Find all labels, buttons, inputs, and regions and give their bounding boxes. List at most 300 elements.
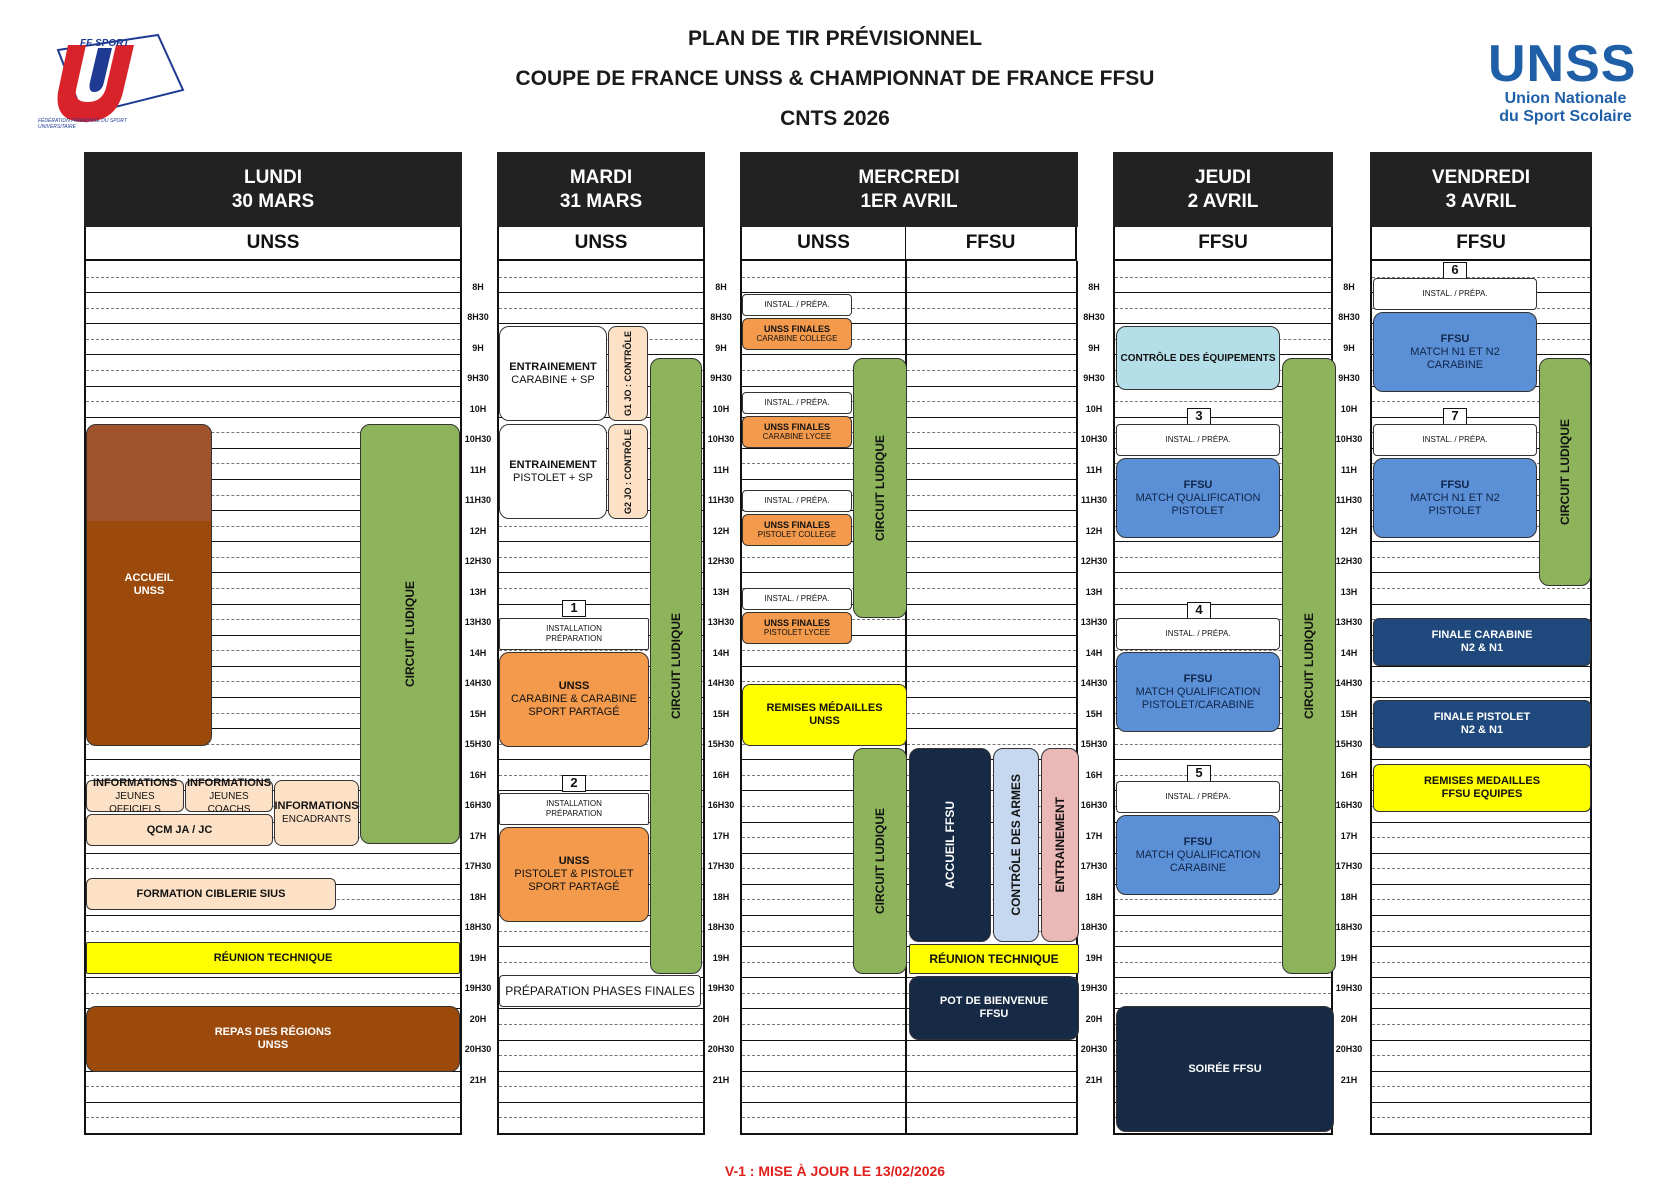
time-label: 15H bbox=[1085, 708, 1103, 719]
grid-line bbox=[907, 277, 1076, 278]
time-label: 11H bbox=[712, 464, 729, 475]
time-label: 9H30 bbox=[467, 373, 489, 384]
day-header-mercredi bbox=[740, 152, 1078, 227]
time-label: 18H30 bbox=[1080, 922, 1108, 933]
label: RÉUNION TECHNIQUE bbox=[929, 951, 1059, 966]
label: FFSU bbox=[1440, 332, 1470, 345]
instal-prepa-mer-1 bbox=[742, 294, 852, 316]
day-name: MARDI bbox=[569, 166, 633, 188]
grid-line bbox=[1372, 681, 1590, 682]
time-label: 15H30 bbox=[1080, 739, 1108, 750]
label: REMISES MÉDAILLES bbox=[766, 702, 883, 714]
g2-controle bbox=[608, 424, 648, 519]
grid-line bbox=[742, 1133, 905, 1134]
time-label: 18H bbox=[1085, 891, 1103, 902]
grid-line bbox=[1372, 962, 1590, 963]
label: CIRCUIT LUDIQUE bbox=[872, 808, 887, 914]
grid-line bbox=[499, 1024, 703, 1025]
grid-line bbox=[1372, 588, 1590, 589]
time-label: 13H bbox=[469, 586, 487, 597]
finale-pistolet bbox=[1373, 700, 1591, 748]
instal-prepa-jeu-1 bbox=[1116, 424, 1280, 456]
grid-line bbox=[499, 1117, 703, 1118]
grid-line bbox=[1372, 884, 1590, 885]
label: INSTAL. / PRÉPA. bbox=[1422, 289, 1488, 298]
grid-line bbox=[499, 277, 703, 278]
time-label: 16H30 bbox=[1335, 800, 1363, 811]
time-label: 13H30 bbox=[707, 617, 735, 628]
label: INSTAL. / PRÉPA. bbox=[764, 398, 830, 407]
grid-line bbox=[742, 993, 905, 994]
time-label: 16H30 bbox=[707, 800, 735, 811]
time-label: 21H bbox=[469, 1074, 487, 1085]
label: PRÉPARATION bbox=[545, 809, 603, 818]
grid-line bbox=[907, 432, 1076, 433]
label: MATCH N1 ET N2 bbox=[1410, 345, 1500, 358]
circuit-ludique-label: CIRCUIT LUDIQUE bbox=[402, 581, 417, 687]
day-name: MERCREDI bbox=[858, 166, 960, 188]
grid-line bbox=[907, 323, 1076, 324]
time-label: 12H30 bbox=[1335, 556, 1363, 567]
label: INSTAL. / PRÉPA. bbox=[764, 300, 830, 309]
unss-carabine bbox=[499, 652, 649, 747]
label: FFSU bbox=[1183, 672, 1213, 685]
grid-line bbox=[86, 1086, 460, 1087]
grid-line bbox=[86, 354, 460, 355]
time-label: 19H30 bbox=[1335, 983, 1363, 994]
grid-line bbox=[499, 1086, 703, 1087]
time-label: 12H bbox=[1340, 525, 1358, 536]
page-subtitle: COUPE DE FRANCE UNSS & CHAMPIONNAT DE FRANCE FFSU bbox=[515, 67, 1155, 90]
time-label: 19H bbox=[1085, 952, 1103, 963]
grid-line bbox=[499, 1071, 703, 1072]
time-label: 8H30 bbox=[710, 312, 732, 323]
label: MATCH N1 ET N2 bbox=[1410, 491, 1500, 504]
time-label: 17H bbox=[1340, 830, 1358, 841]
label: CONTRÔLE DES ÉQUIPEMENTS bbox=[1120, 352, 1276, 364]
grid-line bbox=[499, 292, 703, 293]
time-label: 12H bbox=[1085, 525, 1103, 536]
info-jeunes-officiels bbox=[86, 776, 184, 815]
grid-line bbox=[1372, 1071, 1590, 1072]
grid-line bbox=[86, 386, 460, 387]
grid-line bbox=[907, 541, 1076, 542]
grid-line bbox=[742, 1102, 905, 1103]
grid-line bbox=[86, 993, 460, 994]
grid-line bbox=[86, 931, 460, 932]
time-label: 9H30 bbox=[1083, 373, 1105, 384]
time-label: 15H bbox=[1340, 708, 1358, 719]
grid-line bbox=[1372, 946, 1590, 947]
time-label: 20H bbox=[1085, 1013, 1103, 1024]
time-label: 13H30 bbox=[1335, 617, 1363, 628]
grid-line bbox=[742, 1071, 905, 1072]
time-label: 16H bbox=[1085, 769, 1103, 780]
time-label: 8H bbox=[715, 282, 727, 292]
label: JEUNES OFFICIELS bbox=[109, 790, 161, 815]
label: FFSU EQUIPES bbox=[1441, 788, 1523, 800]
grid-line bbox=[86, 417, 460, 418]
accueil-ffsu bbox=[909, 748, 991, 942]
grid-line bbox=[742, 1024, 905, 1025]
time-label: 14H bbox=[1340, 647, 1358, 658]
day-name: JEUDI bbox=[1195, 166, 1251, 188]
version-footer: V-1 : MISE À JOUR LE 13/02/2026 bbox=[724, 1163, 946, 1179]
label: G1 JO : CONTRÔLE bbox=[623, 330, 633, 416]
grid-line bbox=[1372, 1102, 1590, 1103]
time-label: 18H30 bbox=[707, 922, 735, 933]
label: INFORMATIONS bbox=[274, 800, 359, 812]
grid-line bbox=[86, 1133, 460, 1134]
time-label: 11H bbox=[1340, 464, 1357, 475]
label: CARABINE bbox=[1169, 861, 1227, 874]
time-label: 12H30 bbox=[707, 556, 735, 567]
time-label: 16H bbox=[469, 769, 487, 780]
match-n1-n2-carabine bbox=[1373, 312, 1537, 392]
grid-line bbox=[742, 666, 905, 667]
match-qualification-pistolet bbox=[1116, 458, 1280, 538]
label: PISTOLET & PISTOLET SPORT PARTAGÉ bbox=[514, 868, 634, 893]
entrainement-pistolet bbox=[499, 424, 607, 519]
day-date: 1ER AVRIL bbox=[860, 190, 958, 212]
day-header-mardi bbox=[497, 152, 705, 227]
grid-line bbox=[907, 635, 1076, 636]
time-label: 11H bbox=[1085, 464, 1102, 475]
reunion-technique-mercredi bbox=[909, 944, 1079, 974]
label: MATCH QUALIFICATION bbox=[1135, 491, 1261, 504]
grid-line bbox=[742, 650, 905, 651]
label: INFORMATIONS bbox=[186, 776, 272, 789]
time-label: 14H30 bbox=[1080, 678, 1108, 689]
org-lundi: UNSS bbox=[84, 227, 462, 261]
org-jeudi: FFSU bbox=[1113, 227, 1333, 261]
org-vendredi: FFSU bbox=[1370, 227, 1592, 261]
time-label: 13H bbox=[1085, 586, 1103, 597]
grid-line bbox=[907, 697, 1076, 698]
grid-line bbox=[1115, 277, 1331, 278]
time-label: 20H bbox=[1340, 1013, 1358, 1024]
label: UNSS FINALES bbox=[763, 422, 830, 432]
grid-line bbox=[499, 1040, 703, 1041]
time-label: 14H bbox=[1085, 647, 1103, 658]
grid-line bbox=[907, 572, 1076, 573]
time-label: 21H bbox=[1340, 1074, 1358, 1085]
grid-line bbox=[1372, 915, 1590, 916]
g1-controle bbox=[608, 326, 648, 421]
finales-carabine-lycee bbox=[742, 416, 852, 448]
grid-line bbox=[1115, 1133, 1331, 1134]
time-label: 11H30 bbox=[707, 495, 735, 506]
grid-line bbox=[907, 417, 1076, 418]
day-date: 2 AVRIL bbox=[1187, 190, 1259, 212]
relay-number-5: 5 bbox=[1187, 765, 1211, 782]
label: RÉUNION TECHNIQUE bbox=[213, 951, 333, 964]
grid-line bbox=[86, 1117, 460, 1118]
label: INSTAL. / PRÉPA. bbox=[1165, 435, 1231, 444]
time-label: 17H30 bbox=[1335, 861, 1363, 872]
time-label: 15H30 bbox=[1335, 739, 1363, 750]
label: UNSS bbox=[809, 715, 840, 727]
grid-line bbox=[907, 370, 1076, 371]
circuit-ludique-mercredi-1 bbox=[853, 358, 907, 618]
time-label: 14H30 bbox=[707, 678, 735, 689]
grid-line bbox=[1372, 977, 1590, 978]
grid-line bbox=[1372, 868, 1590, 869]
grid-line bbox=[1115, 308, 1331, 309]
unss-logo-line2: du Sport Scolaire bbox=[1499, 108, 1632, 125]
grid-line bbox=[1372, 1055, 1590, 1056]
label: FFSU bbox=[1440, 478, 1470, 491]
label: INSTAL. / PRÉPA. bbox=[1422, 435, 1488, 444]
finales-carabine-college bbox=[742, 318, 852, 350]
grid-line bbox=[86, 292, 460, 293]
circuit-ludique-mardi bbox=[650, 358, 702, 974]
time-label: 9H bbox=[472, 342, 484, 353]
time-label: 17H bbox=[712, 830, 730, 841]
soiree-ffsu bbox=[1116, 1006, 1334, 1132]
label: REPAS DES RÉGIONS bbox=[214, 1026, 332, 1038]
time-label: 14H bbox=[712, 647, 730, 658]
time-label: 18H bbox=[469, 891, 487, 902]
time-label: 8H bbox=[1343, 282, 1355, 292]
label: PISTOLET bbox=[1171, 504, 1225, 517]
label: ACCUEIL FFSU bbox=[942, 801, 957, 889]
label: PISTOLET/CARABINE bbox=[1141, 698, 1255, 711]
time-label: 12H30 bbox=[1080, 556, 1108, 567]
repas-regions bbox=[86, 1006, 460, 1072]
time-label: 19H30 bbox=[1080, 983, 1108, 994]
instal-prepa-ven-2 bbox=[1373, 424, 1537, 456]
time-label: 18H bbox=[1340, 891, 1358, 902]
ffsport-caption: FÉDÉRATION FRANÇAISE DU SPORT UNIVERSITAIRE bbox=[38, 118, 127, 130]
time-label: 19H bbox=[712, 952, 730, 963]
label: INFORMATIONS bbox=[92, 776, 178, 789]
grid-line bbox=[742, 977, 905, 978]
grid-line bbox=[907, 588, 1076, 589]
grid-line bbox=[907, 619, 1076, 620]
label: JEUNES COACHS bbox=[207, 790, 251, 815]
page-title: PLAN DE TIR PRÉVISIONNEL bbox=[687, 27, 983, 50]
grid-line bbox=[1372, 1086, 1590, 1087]
label: PISTOLET bbox=[1428, 504, 1482, 517]
remises-medailles-unss bbox=[742, 684, 907, 746]
grid-line bbox=[1372, 822, 1590, 823]
grid-line bbox=[1372, 697, 1590, 698]
label: UNSS bbox=[257, 1039, 289, 1051]
grid-line bbox=[86, 308, 460, 309]
org-mercredi-ffsu: FFSU bbox=[905, 227, 1077, 261]
info-encadrants bbox=[274, 780, 359, 846]
grid-line bbox=[1372, 1133, 1590, 1134]
time-label: 10H30 bbox=[464, 434, 492, 445]
grid-line bbox=[86, 339, 460, 340]
instal-prepa-mer-2 bbox=[742, 392, 852, 414]
label: CARABINE & CARABINE SPORT PARTAGÉ bbox=[511, 693, 637, 718]
label: ENCADRANTS bbox=[282, 814, 351, 825]
time-label: 10H30 bbox=[707, 434, 735, 445]
time-label: 12H30 bbox=[464, 556, 492, 567]
finales-pistolet-lycee bbox=[742, 612, 852, 644]
time-label: 18H bbox=[712, 891, 730, 902]
grid-line bbox=[86, 277, 460, 278]
time-label: 13H bbox=[1340, 586, 1358, 597]
time-label: 17H30 bbox=[707, 861, 735, 872]
grid-line bbox=[907, 463, 1076, 464]
grid-line bbox=[86, 401, 460, 402]
time-label: 15H bbox=[469, 708, 487, 719]
relay-number-7: 7 bbox=[1443, 408, 1467, 425]
grid-line bbox=[86, 868, 460, 869]
time-label: 18H30 bbox=[464, 922, 492, 933]
label: SOIRÉE FFSU bbox=[1188, 1062, 1262, 1075]
grid-line bbox=[742, 1117, 905, 1118]
label: FINALE CARABINE bbox=[1431, 629, 1533, 641]
finales-pistolet-college bbox=[742, 514, 852, 546]
label: INSTAL. / PRÉPA. bbox=[1165, 629, 1231, 638]
time-label: 20H30 bbox=[1335, 1044, 1363, 1055]
time-label: 20H bbox=[712, 1013, 730, 1024]
time-label: 11H30 bbox=[1080, 495, 1108, 506]
grid-line bbox=[907, 650, 1076, 651]
preparation-phases-finales bbox=[499, 975, 701, 1007]
time-label: 16H bbox=[712, 769, 730, 780]
qcm-ja-jc bbox=[86, 814, 273, 846]
time-label: 16H bbox=[1340, 769, 1358, 780]
day-header-jeudi bbox=[1113, 152, 1333, 227]
grid-line bbox=[499, 1055, 703, 1056]
grid-line bbox=[907, 526, 1076, 527]
grid-line bbox=[1372, 759, 1590, 760]
grid-line bbox=[742, 292, 905, 293]
label: PISTOLET LYCEE bbox=[763, 628, 831, 637]
time-label: 8H30 bbox=[467, 312, 489, 323]
relay-number-1: 1 bbox=[562, 600, 586, 617]
label: PRÉPARATION bbox=[545, 634, 603, 643]
label: ENTRAINEMENT bbox=[509, 458, 597, 471]
instal-prepa-mer-3 bbox=[742, 490, 852, 512]
grid-line bbox=[907, 479, 1076, 480]
label: INSTAL. / PRÉPA. bbox=[764, 594, 830, 603]
label: N2 & N1 bbox=[1460, 724, 1504, 736]
time-label: 18H30 bbox=[1335, 922, 1363, 933]
unss-logo-line1: Union Nationale bbox=[1504, 90, 1627, 107]
instal-prepa-jeu-3 bbox=[1116, 781, 1280, 813]
label: CARABINE + SP bbox=[511, 373, 595, 386]
label: FORMATION CIBLERIE SIUS bbox=[136, 887, 286, 900]
accueil-unss bbox=[86, 424, 212, 746]
time-label: 14H30 bbox=[1335, 678, 1363, 689]
grid-line bbox=[499, 308, 703, 309]
remises-medailles-ffsu bbox=[1373, 764, 1591, 812]
time-label: 19H30 bbox=[464, 983, 492, 994]
label: INSTALLATION bbox=[546, 799, 602, 808]
time-label: 10H30 bbox=[1080, 434, 1108, 445]
org-mardi: UNSS bbox=[497, 227, 705, 261]
grid-line bbox=[907, 744, 1076, 745]
label: ENTRAINEMENT bbox=[1052, 797, 1067, 893]
label: FFSU bbox=[979, 1008, 1009, 1020]
unss-logo-word: UNSS bbox=[1488, 35, 1637, 93]
time-label: 9H bbox=[1088, 342, 1100, 353]
label: CARABINE COLLEGE bbox=[756, 334, 838, 343]
label: FINALE PISTOLET bbox=[1433, 711, 1531, 723]
time-label: 10H bbox=[1085, 403, 1103, 414]
label: INSTAL. / PRÉPA. bbox=[764, 496, 830, 505]
grid-line bbox=[1372, 1008, 1590, 1009]
relay-number-6: 6 bbox=[1443, 262, 1467, 279]
grid-line bbox=[907, 1133, 1076, 1134]
day-date: 3 AVRIL bbox=[1445, 190, 1517, 212]
installation-preparation-1 bbox=[499, 618, 649, 650]
grid-line bbox=[907, 1071, 1076, 1072]
relay-number-2: 2 bbox=[562, 775, 586, 792]
grid-line bbox=[86, 1102, 460, 1103]
grid-line bbox=[742, 354, 905, 355]
time-label: 20H30 bbox=[1080, 1044, 1108, 1055]
grid-line bbox=[86, 323, 460, 324]
time-label: 11H30 bbox=[464, 495, 492, 506]
grid-line bbox=[742, 681, 905, 682]
grid-line bbox=[907, 681, 1076, 682]
day-date: 31 MARS bbox=[559, 190, 643, 212]
grid-line bbox=[499, 1008, 703, 1009]
accueil-unss-label: ACCUEIL UNSS bbox=[124, 572, 174, 597]
grid-line bbox=[742, 1086, 905, 1087]
match-qualification-pistolet-carabine bbox=[1116, 652, 1280, 732]
installation-preparation-2 bbox=[499, 793, 649, 825]
time-label: 8H30 bbox=[1083, 312, 1105, 323]
grid-line bbox=[1115, 292, 1331, 293]
grid-line bbox=[907, 713, 1076, 714]
label: FFSU bbox=[1183, 835, 1213, 848]
label: UNSS bbox=[558, 680, 590, 692]
formation-ciblerie bbox=[86, 878, 336, 910]
day-date: 30 MARS bbox=[231, 190, 315, 212]
time-label: 20H30 bbox=[464, 1044, 492, 1055]
instal-prepa-jeu-2 bbox=[1116, 618, 1280, 650]
day-name: LUNDI bbox=[243, 166, 303, 188]
time-label: 19H bbox=[1340, 952, 1358, 963]
grid-line bbox=[1115, 993, 1331, 994]
grid-line bbox=[907, 666, 1076, 667]
grid-line bbox=[907, 604, 1076, 605]
label: UNSS FINALES bbox=[763, 324, 830, 334]
match-n1-n2-pistolet bbox=[1373, 458, 1537, 538]
svg-text:FF SPORT: FF SPORT bbox=[80, 38, 130, 49]
label: CIRCUIT LUDIQUE bbox=[668, 613, 683, 719]
grid-line bbox=[499, 1102, 703, 1103]
grid-line bbox=[1372, 993, 1590, 994]
controle-des-armes bbox=[993, 748, 1039, 942]
controle-des-equipements bbox=[1116, 326, 1280, 390]
time-label: 8H30 bbox=[1338, 312, 1360, 323]
time-label: 17H30 bbox=[1080, 861, 1108, 872]
time-label: 20H30 bbox=[707, 1044, 735, 1055]
grid-line bbox=[907, 339, 1076, 340]
time-label: 14H30 bbox=[464, 678, 492, 689]
time-label: 16H30 bbox=[1080, 800, 1108, 811]
grid-line bbox=[907, 292, 1076, 293]
relay-number-3: 3 bbox=[1187, 408, 1211, 425]
time-label: 13H30 bbox=[1080, 617, 1108, 628]
time-label: 13H30 bbox=[464, 617, 492, 628]
day-header-lundi bbox=[84, 152, 462, 227]
entrainement-carabine bbox=[499, 326, 607, 421]
label: CIRCUIT LUDIQUE bbox=[872, 435, 887, 541]
time-label: 15H bbox=[712, 708, 730, 719]
grid-line bbox=[907, 308, 1076, 309]
label: MATCH QUALIFICATION bbox=[1135, 685, 1261, 698]
